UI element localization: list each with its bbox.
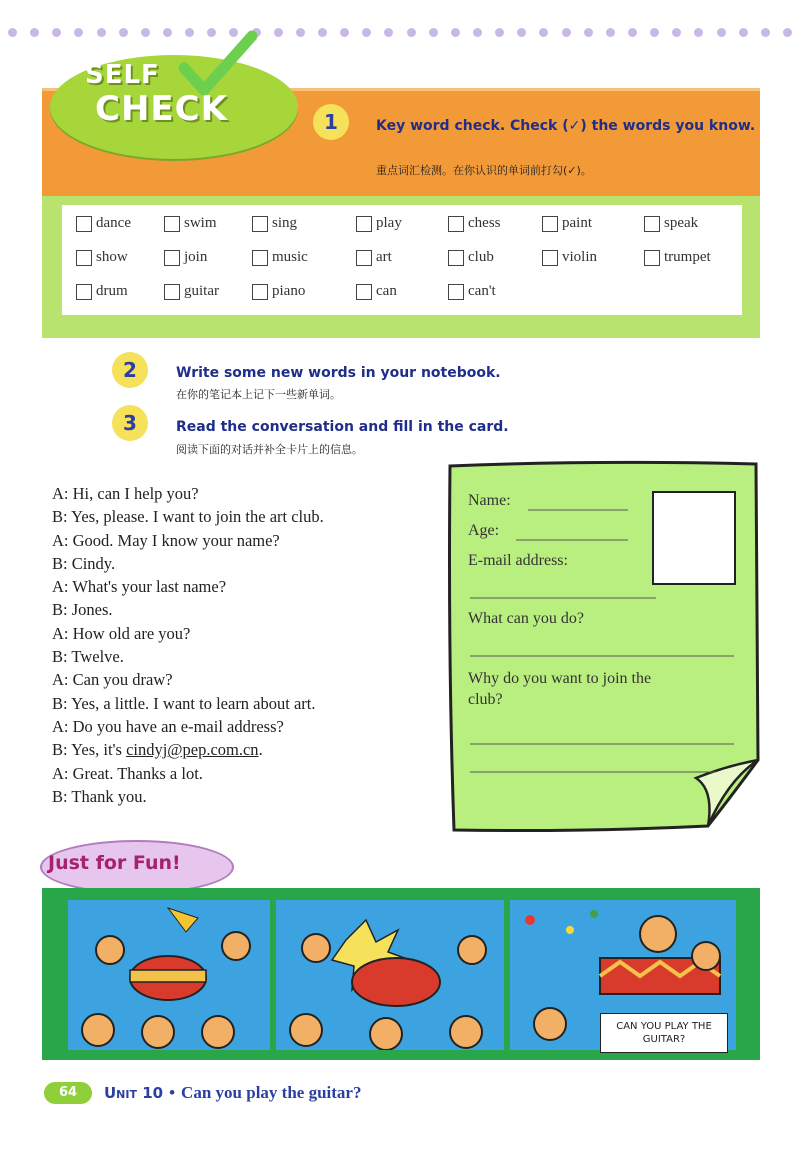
border-dot — [672, 28, 681, 37]
conversation-line: B: Twelve. — [52, 647, 124, 667]
check-label: CHECK — [95, 89, 228, 129]
section2-instruction-cn: 在你的笔记本上记下一些新单词。 — [176, 388, 341, 401]
border-dot — [384, 28, 393, 37]
border-dot — [517, 28, 526, 37]
unit-bullet: • — [169, 1083, 176, 1102]
unit-label: Unit 10 — [104, 1084, 164, 1102]
word-checkbox[interactable] — [164, 250, 180, 266]
comic-panel-2 — [276, 900, 504, 1050]
word-checkbox[interactable] — [164, 216, 180, 232]
word-checkbox[interactable] — [252, 250, 268, 266]
conversation-line: B: Yes, please. I want to join the art club. — [52, 507, 324, 527]
word-label: club — [468, 249, 494, 265]
word-label: paint — [562, 215, 592, 231]
border-dot — [429, 28, 438, 37]
dotted-border — [8, 28, 792, 42]
word-item — [76, 283, 128, 300]
conversation-line: A: Can you draw? — [52, 670, 173, 690]
word-checkbox[interactable] — [356, 250, 372, 266]
page-footer — [44, 1082, 361, 1104]
email-address: cindyj@pep.com.cn — [126, 740, 259, 760]
word-label: sing — [272, 215, 298, 231]
conversation-line: B: Jones. — [52, 600, 113, 620]
word-label: join — [184, 249, 208, 265]
border-dot — [451, 28, 460, 37]
border-dot — [274, 28, 283, 37]
border-dot — [761, 28, 770, 37]
word-checkbox[interactable] — [644, 250, 660, 266]
word-item — [644, 215, 698, 232]
border-dot — [539, 28, 548, 37]
section2-instruction: Write some new words in your notebook. — [176, 365, 501, 381]
speech-bubble: CAN YOU PLAY THE GUITAR? — [600, 1013, 728, 1053]
border-dot — [584, 28, 593, 37]
word-item — [164, 215, 217, 232]
club-card — [446, 460, 760, 832]
conversation-line: A: Do you have an e-mail address? — [52, 716, 284, 736]
word-checkbox[interactable] — [356, 284, 372, 300]
word-label: swim — [184, 215, 217, 231]
word-checkbox[interactable] — [448, 216, 464, 232]
border-dot — [296, 28, 305, 37]
word-label: guitar — [184, 283, 219, 299]
section-number-1: 1 — [313, 104, 349, 140]
border-dot — [30, 28, 39, 37]
conversation — [52, 482, 324, 808]
word-checkbox[interactable] — [542, 250, 558, 266]
email-suffix: . — [258, 740, 263, 760]
border-dot — [739, 28, 748, 37]
border-dot — [562, 28, 571, 37]
word-label: can — [376, 283, 397, 299]
word-item — [448, 215, 501, 232]
word-item — [76, 215, 131, 232]
word-item — [164, 283, 219, 300]
card-why-label-1: Why do you want to join the — [468, 670, 652, 687]
word-label: music — [272, 249, 308, 265]
word-item — [356, 283, 397, 300]
word-label: speak — [664, 215, 699, 231]
word-label: violin — [562, 249, 598, 265]
card-name-label: Name: — [468, 492, 511, 509]
word-item — [542, 249, 597, 266]
card-age-label: Age: — [468, 522, 500, 539]
word-checkbox[interactable] — [448, 250, 464, 266]
section3-instruction-cn: 阅读下面的对话并补全卡片上的信息。 — [176, 443, 363, 456]
conversation-line: A: How old are you? — [52, 623, 191, 643]
word-checkbox[interactable] — [252, 284, 268, 300]
word-checkbox[interactable] — [356, 216, 372, 232]
border-dot — [495, 28, 504, 37]
word-item — [448, 283, 496, 300]
word-item — [356, 249, 392, 266]
word-checkbox[interactable] — [76, 216, 92, 232]
border-dot — [407, 28, 416, 37]
word-item — [164, 249, 207, 266]
conversation-line: A: Great. Thanks a lot. — [52, 763, 203, 783]
word-item — [76, 249, 128, 266]
border-dot — [783, 28, 792, 37]
self-label: SELF — [85, 60, 160, 90]
border-dot — [163, 28, 172, 37]
word-label: dance — [96, 215, 131, 231]
border-dot — [717, 28, 726, 37]
border-dot — [318, 28, 327, 37]
just-for-fun-title: Just for Fun! — [48, 852, 181, 874]
word-checkbox[interactable] — [542, 216, 558, 232]
word-item — [542, 215, 592, 232]
comic-panel-1 — [68, 900, 270, 1050]
card-can-do-label: What can you do? — [468, 610, 584, 627]
word-checkbox[interactable] — [644, 216, 660, 232]
section-number-2: 2 — [112, 352, 148, 388]
conversation-line: A: Good. May I know your name? — [52, 530, 280, 550]
word-label: play — [376, 215, 402, 231]
card-background — [446, 460, 760, 832]
word-checkbox[interactable] — [76, 284, 92, 300]
border-dot — [97, 28, 106, 37]
conversation-line: B: Thank you. — [52, 786, 147, 806]
border-dot — [119, 28, 128, 37]
word-item — [252, 215, 297, 232]
word-label: can't — [468, 283, 496, 299]
checkmark-icon — [178, 30, 258, 100]
word-label: show — [96, 249, 128, 265]
border-dot — [362, 28, 371, 37]
word-checkbox[interactable] — [448, 284, 464, 300]
conversation-line: B: Cindy. — [52, 553, 116, 573]
word-label: drum — [96, 283, 128, 299]
section3-instruction: Read the conversation and fill in the card. — [176, 419, 509, 435]
email-prefix: B: Yes, it's — [52, 740, 127, 760]
border-dot — [74, 28, 83, 37]
conversation-line: A: What's your last name? — [52, 577, 227, 597]
word-check-list — [62, 205, 742, 315]
conversation-line-email — [52, 738, 324, 761]
word-checkbox[interactable] — [252, 216, 268, 232]
section1-instruction: Key word check. Check (✓) the words you know. — [376, 118, 756, 134]
word-label: piano — [272, 283, 306, 299]
border-dot — [141, 28, 150, 37]
card-why-label-2: club? — [468, 691, 503, 708]
word-label: art — [376, 249, 392, 265]
word-checkbox[interactable] — [164, 284, 180, 300]
section-number-3: 3 — [112, 405, 148, 441]
word-item — [448, 249, 494, 266]
border-dot — [8, 28, 17, 37]
border-dot — [628, 28, 637, 37]
word-item — [252, 283, 305, 300]
word-checkbox[interactable] — [76, 250, 92, 266]
border-dot — [694, 28, 703, 37]
border-dot — [340, 28, 349, 37]
border-dot — [606, 28, 615, 37]
word-item — [356, 215, 402, 232]
word-item — [252, 249, 308, 266]
word-label: trumpet — [664, 249, 711, 265]
section1-instruction-cn: 重点词汇检测。在你认识的单词前打勾(✓)。 — [376, 164, 592, 177]
conversation-line: A: Hi, can I help you? — [52, 484, 199, 503]
card-email-label: E-mail address: — [468, 552, 568, 569]
word-item — [644, 249, 711, 266]
word-label: chess — [468, 215, 501, 231]
border-dot — [650, 28, 659, 37]
border-dot — [473, 28, 482, 37]
page-number: 64 — [44, 1082, 92, 1104]
unit-title: Can you play the guitar? — [181, 1083, 362, 1102]
border-dot — [52, 28, 61, 37]
conversation-line: B: Yes, a little. I want to learn about art. — [52, 693, 316, 713]
